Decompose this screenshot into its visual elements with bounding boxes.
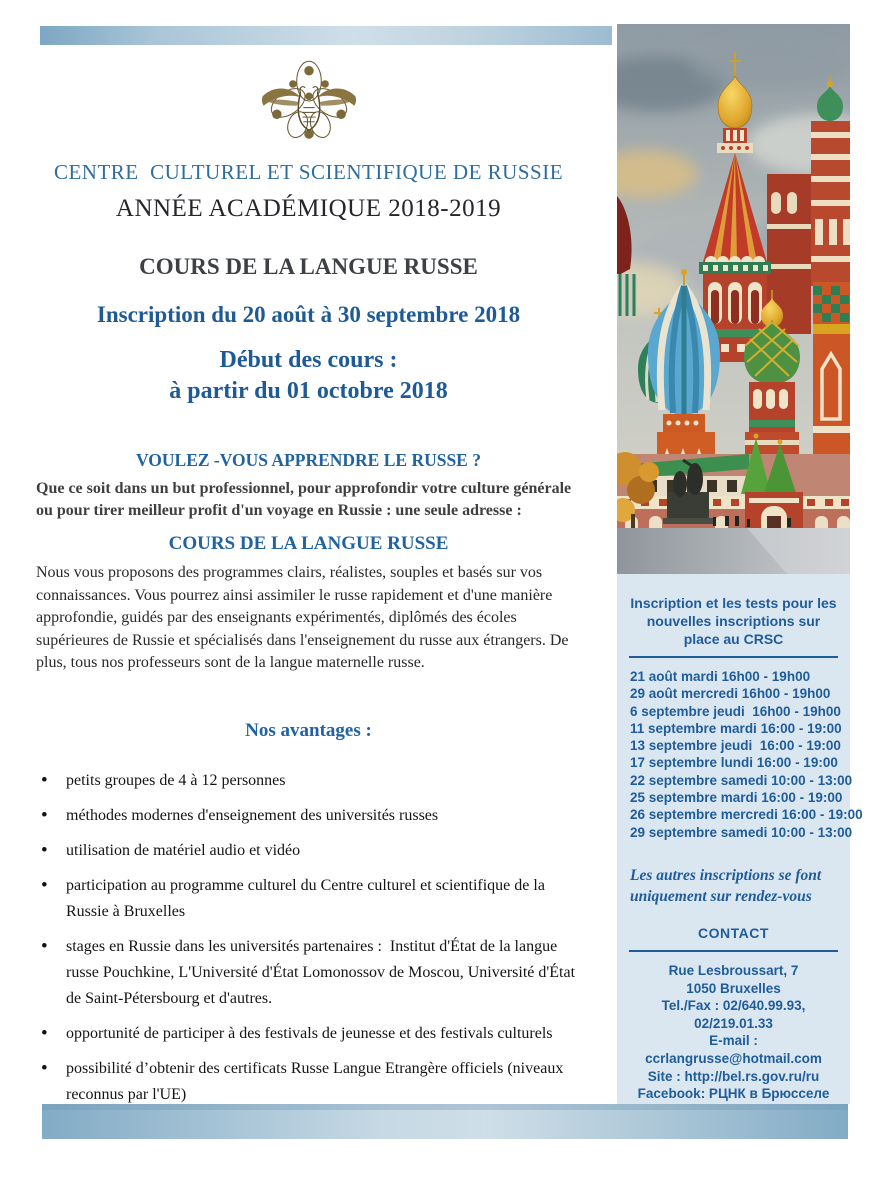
contact-block [628,962,839,1103]
intro-paragraph: Que ce soit dans un but professionnel, pour approfondir votre culture générale ou pour tirer meilleur profit d'un voyage en Russie : une seule adresse : [36,480,576,519]
main-column [36,24,581,1117]
bottom-decorative-bar [42,1104,848,1139]
inscription-period: Inscription du 20 août à 30 septembre 2018 [96,302,521,327]
schedule-entry: 25 septembre mardi 16:00 - 19:00 [630,790,843,806]
contact-city-line: 1050 Bruxelles [686,980,781,996]
st-basils-cathedral-photo [617,24,850,574]
schedule-entry: 6 septembre jeudi 16h00 - 19h00 [630,703,841,719]
schedule-entry: 21 août mardi 16h00 - 19h00 [630,669,811,684]
schedule-entry: 29 septembre samedi 10:00 - 13:00 [630,824,853,840]
divider [629,656,838,658]
org-name: CENTRE CULTUREL ET SCIENTIFIQUE DE RUSSIE [53,160,564,184]
contact-address-line: Rue Lesbroussart, 7 [668,962,799,978]
contact-phone-line2: 02/219.01.33 [694,1015,773,1031]
list-item: • méthodes modernes d'enseignement des universités russes [36,803,581,829]
divider [629,950,838,952]
list-item: • stages en Russie dans les universités partenaires : Institut d'État de la langue russe Pouchkine, L'Université d'État Lomonossov de Moscou, Université d'État de Saint-Pétersbourg et d'autres. [36,934,581,1012]
schedule-entry: 11 septembre mardi 16:00 - 19:00 [630,720,842,736]
course-title: COURS DE LA LANGUE RUSSE [139,254,478,279]
course-title-secondary: COURS DE LA LANGUE RUSSE [168,533,449,554]
question-heading: VOULEZ -VOUS APPRENDRE LE RUSSE ? [136,450,481,470]
list-item: • possibilité d’obtenir des certificats Russe Langue Etrangère officiels (niveaux reconnus par l'UE) [36,1056,581,1108]
list-item: • petits groupes de 4 à 12 personnes [36,768,581,794]
schedule-entry: 17 septembre lundi 16:00 - 19:00 [630,755,838,771]
list-item: • participation au programme culturel du Centre culturel et scientifique de la Russie à Bruxelles [36,873,581,925]
schedule-entry: 22 septembre samedi 10:00 - 13:00 [630,772,853,788]
contact-heading: CONTACT [698,924,769,941]
contact-facebook-line: Facebook: РЦНК в Брюсселе [637,1086,830,1102]
course-start-line2: à partir du 01 octobre 2018 [169,378,448,404]
description-paragraph: Nous vous proposons des programmes clairs, réalistes, souples et basés sur vos connaissances. Vous pourrez ainsi assimiler le russe rapidement et d'une manière approfondie, guidés par des enseignants expérimentés, diplômés des écoles supérieures de Russie et spécialisés dans l'enseignement du russe aux étrangers. De plus, tous nos professeurs sont de la langue maternelle russe. [36,564,573,671]
academic-year: ANNÉE ACADÉMIQUE 2018-2019 [115,195,502,222]
appointment-note: Les autres inscriptions se font uniquement sur rendez-vous [630,866,822,905]
schedule-list [628,668,863,841]
contact-phone-line: Tel./Fax : 02/640.99.93, [661,998,806,1014]
list-item: • opportunité de participer à des festivals de jeunesse et des festivals culturels [36,1021,581,1047]
contact-email-line: E-mail : ccrlangrusse@hotmail.com [645,1033,822,1066]
lower-structures [617,434,850,575]
schedule-entry: 13 septembre jeudi 16:00 - 19:00 [630,738,841,754]
schedule-entry: 26 septembre mercredi 16:00 - 19:00 [630,807,863,823]
list-item: • utilisation de matériel audio et vidéo [36,838,581,864]
advantages-heading: Nos avantages : [245,719,372,741]
registration-info-panel [617,574,863,1104]
schedule-heading: Inscription et les tests pour les nouvelles inscriptions sur place au CRSC [630,595,837,647]
course-start-line1: Début des cours : [219,347,398,373]
contact-website-line: Site : http://bel.rs.gov.ru/ru [647,1068,820,1084]
rossotrudnichestvo-emblem-icon [257,58,361,144]
schedule-entry: 29 août mercredi 16h00 - 19h00 [630,686,831,702]
advantages-list [36,768,581,1108]
course-start-dates [36,345,581,407]
